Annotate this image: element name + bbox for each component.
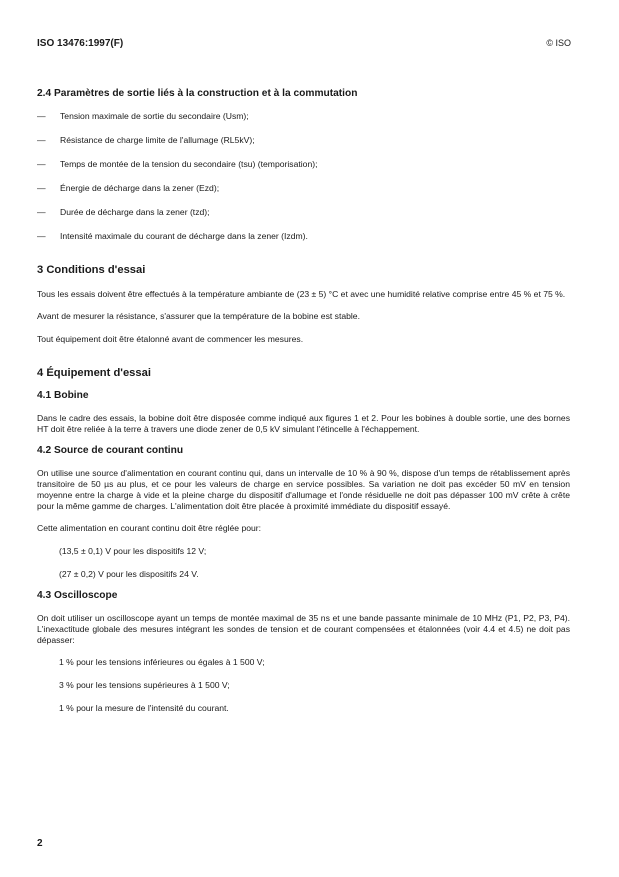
list-item — [37, 111, 570, 122]
list-item-text: Énergie de décharge dans la zener (Ezd); — [60, 183, 220, 193]
list-item — [37, 135, 570, 146]
page-content — [37, 87, 570, 714]
dash-bullet: — — [37, 159, 46, 169]
indented-item: (13,5 ± 0,1) V pour les dispositifs 12 V; — [59, 546, 207, 556]
indented-item: 3 % pour les tensions supérieures à 1 500 V; — [59, 680, 230, 690]
copyright-notice: © ISO — [546, 38, 571, 48]
section-4-1-heading: 4.1 Bobine — [37, 390, 89, 401]
section-3-heading: 3 Conditions d'essai — [37, 264, 146, 276]
paragraph: Avant de mesurer la résistance, s'assurer que la température de la bobine est stable. — [37, 311, 360, 321]
document-id: ISO 13476:1997(F) — [37, 38, 124, 49]
list-item-text: Durée de décharge dans la zener (tzd); — [60, 207, 210, 217]
page-number: 2 — [37, 838, 43, 849]
indented-item: (27 ± 0,2) V pour les dispositifs 24 V. — [59, 569, 199, 579]
section-4-3-heading: 4.3 Oscilloscope — [37, 590, 118, 601]
dash-bullet: — — [37, 111, 46, 121]
section-4-2-heading: 4.2 Source de courant continu — [37, 445, 184, 456]
paragraph: Tous les essais doivent être effectués à la température ambiante de (23 ± 5) °C et avec une humidité relative comprise entre 45 % et 75 %. — [37, 289, 566, 299]
indented-item: 1 % pour la mesure de l'intensité du courant. — [59, 703, 229, 713]
dash-bullet: — — [37, 183, 46, 193]
list-item — [37, 159, 570, 170]
list-item — [37, 207, 570, 218]
dash-bullet: — — [37, 207, 46, 217]
indented-item: 1 % pour les tensions inférieures ou égales à 1 500 V; — [59, 657, 265, 667]
paragraph: Cette alimentation en courant continu doit être réglée pour: — [37, 523, 262, 533]
paragraph: Tout équipement doit être étalonné avant de commencer les mesures. — [37, 334, 304, 344]
dash-bullet: — — [37, 231, 46, 241]
dash-bullet: — — [37, 135, 46, 145]
list-item-text: Tension maximale de sortie du secondaire (Usm); — [60, 111, 249, 121]
list-item-text: Intensité maximale du courant de décharge dans la zener (Izdm). — [60, 231, 308, 241]
list-item — [37, 231, 570, 242]
section-4-heading: 4 Équipement d'essai — [37, 367, 151, 379]
paragraph: Dans le cadre des essais, la bobine doit être disposée comme indiqué aux figures 1 et 2. Pour les bobines à double sortie, une des bornes HT doit être reliée à la terre à travers une diode zener de 0,5 kV simulant l'étincelle à l'échappement. — [37, 413, 570, 434]
list-item — [37, 183, 570, 194]
page-header — [37, 38, 571, 52]
section-2-4-heading: 2.4 Paramètres de sortie liés à la construction et à la commutation — [37, 88, 358, 99]
paragraph: On doit utiliser un oscilloscope ayant un temps de montée maximal de 35 ns et une bande passante minimale de 10 MHz (P1, P2, P3, P4). L'inexactitude globale des mesures intégrant les sondes de tension et de courant compensées et étalonnées (voir 4.4 et 4.5) ne doit pas dépasser: — [37, 613, 570, 645]
list-item-text: Temps de montée de la tension du secondaire (tsu) (temporisation); — [60, 159, 318, 169]
paragraph: On utilise une source d'alimentation en courant continu qui, dans un intervalle de 10 % à 90 %, dispose d'un temps de rétablissement après transitoire de 50 µs au plus, et ce pour les valeurs de charge en service possibles. Sa variation ne doit pas excéder 50 mV en tension moyenne entre la charge à vide et la pleine charge du dispositif d'allumage et l'onde résiduelle ne doit pas dépasser 100 mV crête à crête pour la même gamme de charges. L'alimentation doit être placée à proximité immédiate du dispositif essayé. — [37, 468, 570, 511]
list-item-text: Résistance de charge limite de l'allumage (RL5kV); — [60, 135, 255, 145]
